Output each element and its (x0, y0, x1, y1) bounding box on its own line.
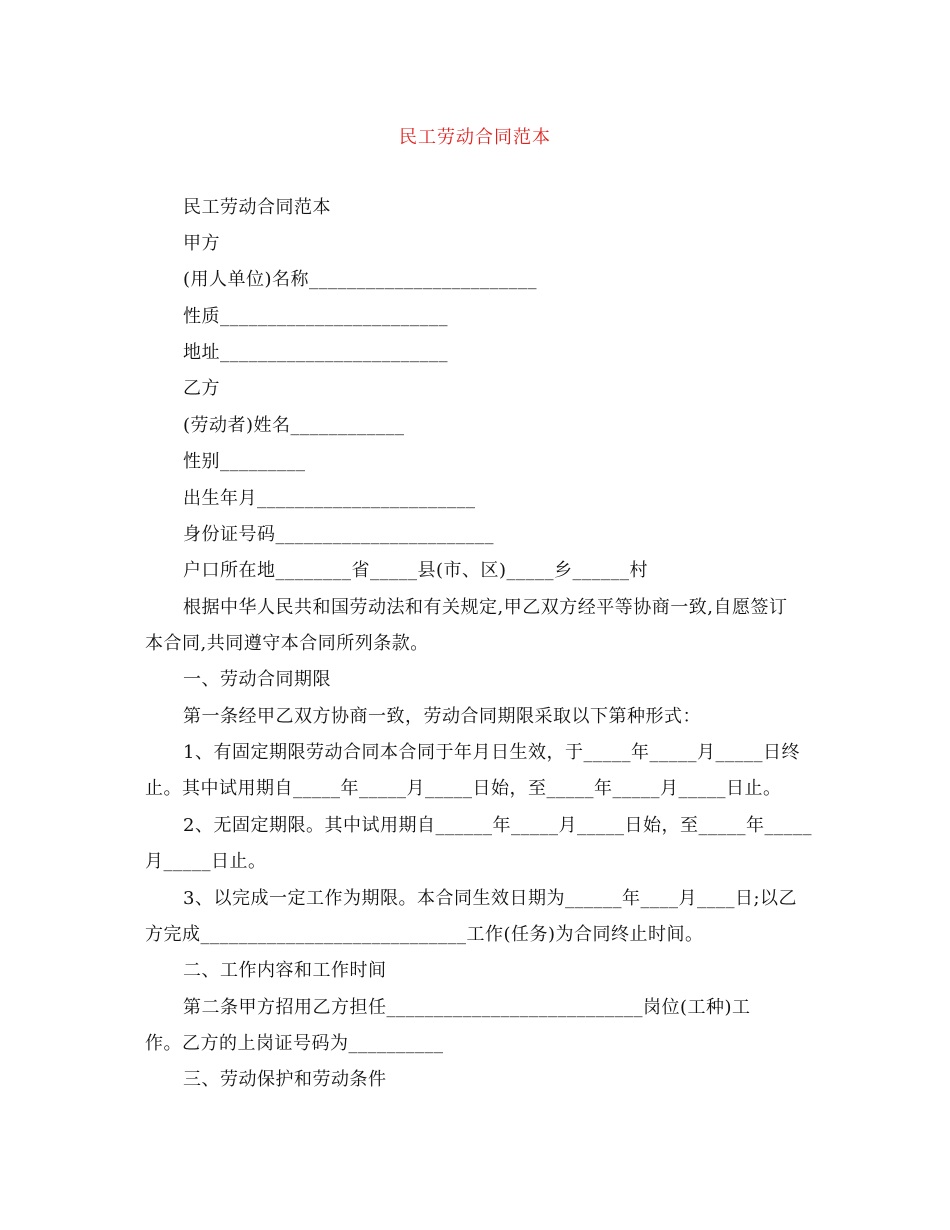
clause-1-2: 止。其中试用期自_____年_____月_____日始，至_____年_____月_____日止。 (145, 778, 782, 799)
line-household: 户口所在地________省_____县(市、区)_____乡______村 (183, 560, 649, 581)
line-birth-date: 出生年月_______________________ (183, 488, 476, 509)
section-3-heading: 三、劳动保护和劳动条件 (183, 1069, 387, 1090)
clause-3-1: 3、以完成一定工作为期限。本合同生效日期为______年____月____日;以乙 (183, 888, 798, 909)
line-preamble-1: 根据中华人民共和国劳动法和有关规定,甲乙双方经平等协商一致,自愿签订 (183, 597, 788, 618)
clause-2-2: 月_____日止。 (145, 851, 267, 872)
clause-3-2: 方完成____________________________工作(任务)为合同终止时间。 (145, 924, 704, 945)
line-heading: 民工劳动合同范本 (183, 197, 331, 218)
line-worker-gender: 性别_________ (183, 451, 306, 472)
article-2-1: 第二条甲方招用乙方担任___________________________岗位(工种)工 (183, 997, 751, 1018)
line-employer-name: (用人单位)名称________________________ (183, 269, 538, 290)
article-2-2: 作。乙方的上岗证号码为__________ (145, 1033, 444, 1054)
clause-1-1: 1、有固定期限劳动合同本合同于年月日生效，于_____年_____月_____日终 (183, 742, 800, 763)
line-worker-name: (劳动者)姓名____________ (183, 415, 405, 436)
section-1-heading: 一、劳动合同期限 (183, 669, 331, 690)
line-employer-nature: 性质________________________ (183, 306, 448, 327)
line-preamble-2: 本合同,共同遵守本合同所列条款。 (145, 633, 429, 654)
line-id-number: 身份证号码_______________________ (183, 524, 494, 545)
clause-2-1: 2、无固定期限。其中试用期自______年_____月_____日始，至_____年_____ (183, 815, 812, 836)
document-title: 民工劳动合同范本 (399, 127, 551, 148)
article-1: 第一条经甲乙双方协商一致，劳动合同期限采取以下第种形式： (183, 706, 701, 727)
line-party-a: 甲方 (183, 233, 220, 254)
line-employer-address: 地址________________________ (183, 342, 448, 363)
section-2-heading: 二、工作内容和工作时间 (183, 960, 387, 981)
line-party-b: 乙方 (183, 378, 220, 399)
